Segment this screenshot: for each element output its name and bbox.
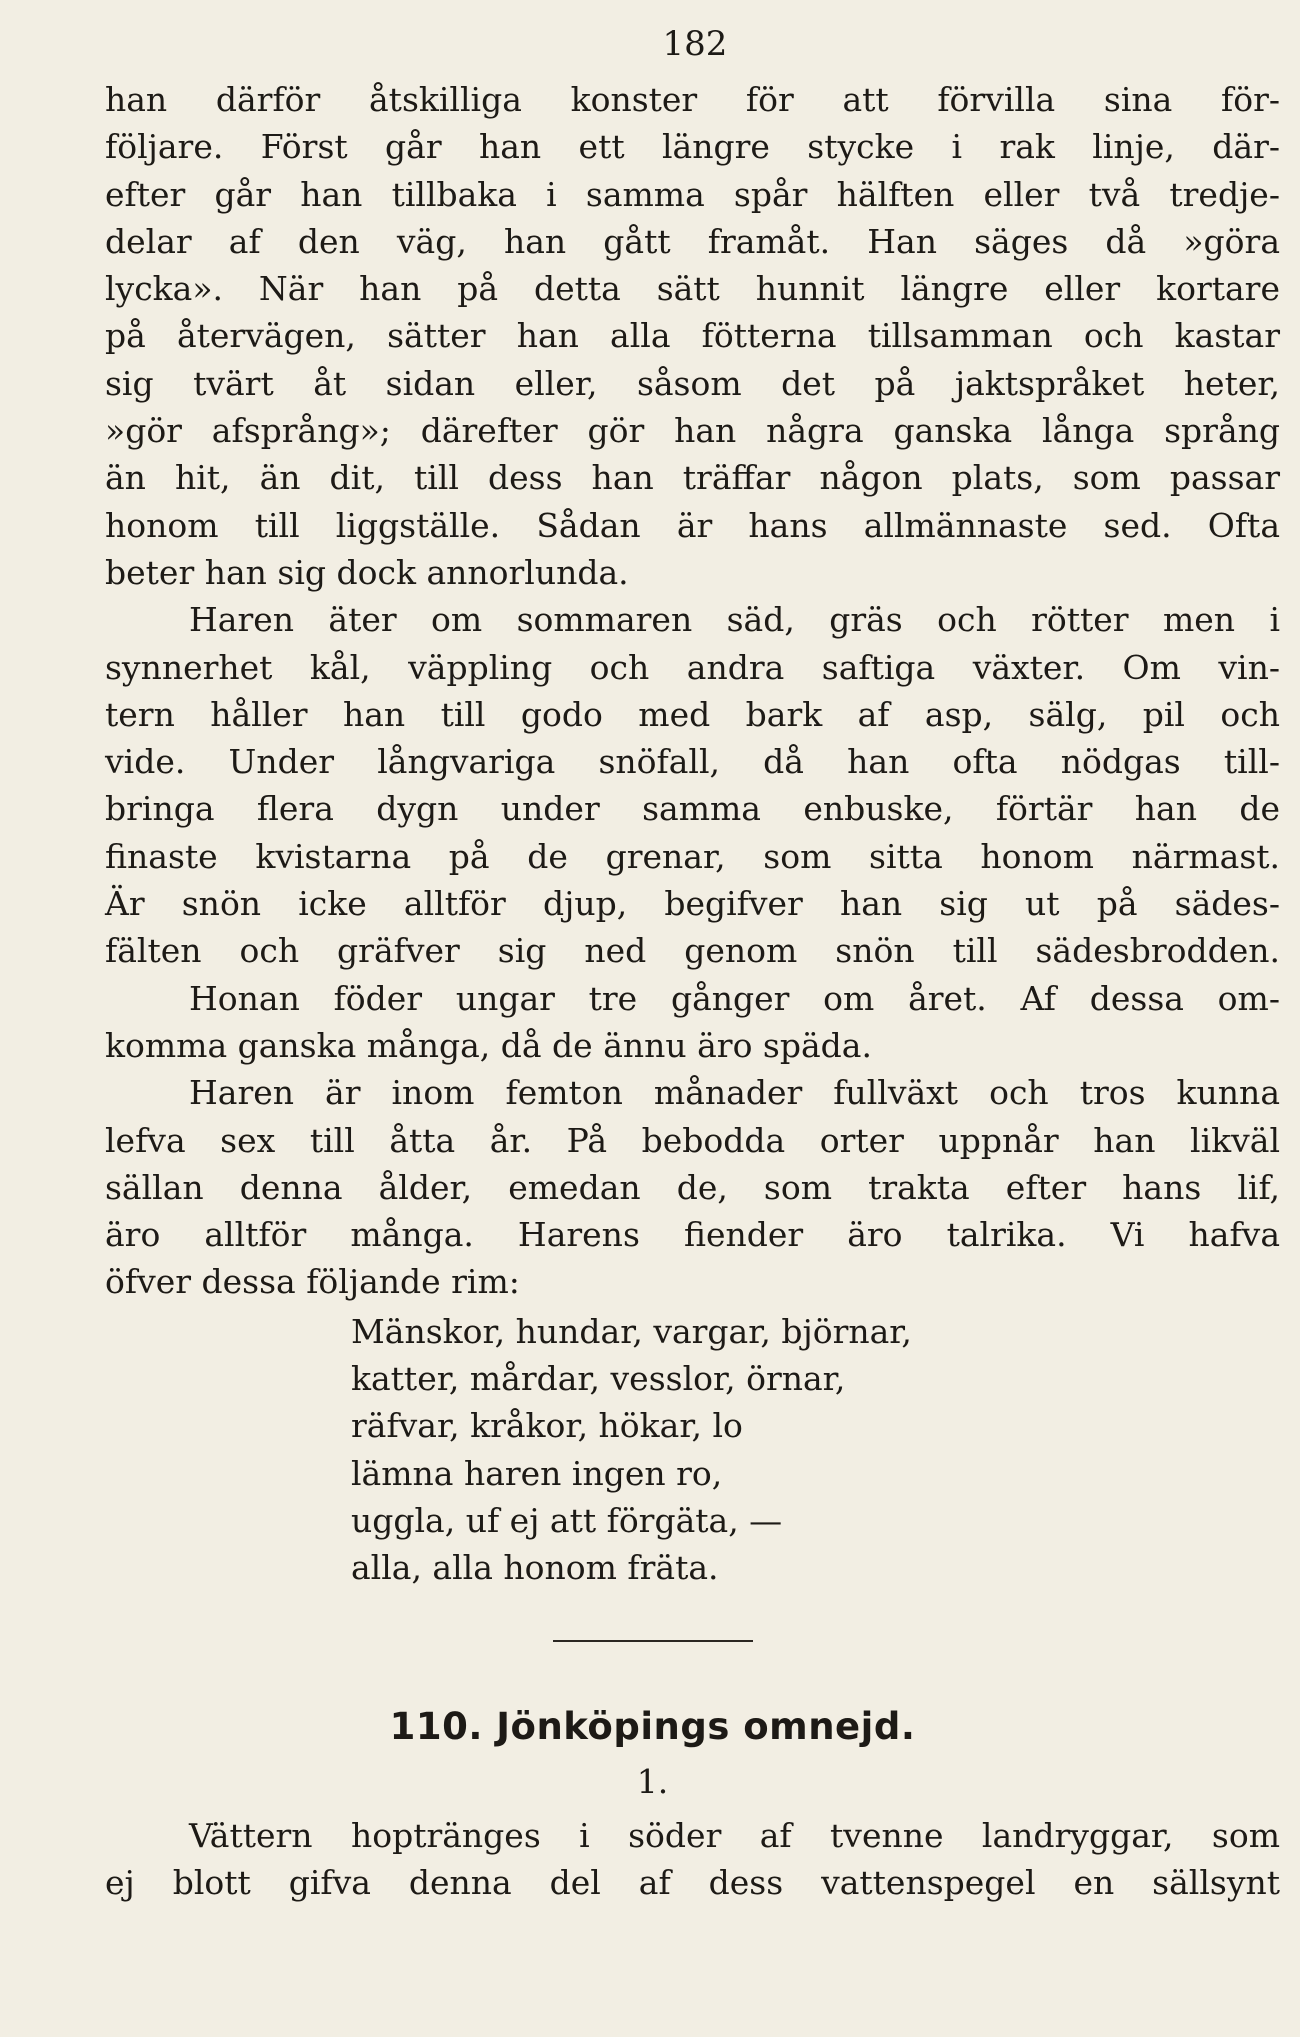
text-line: öfver dessa följande rim: xyxy=(105,1262,520,1302)
text-line: Vättern hoptränges i söder af tvenne landryggar, som xyxy=(189,1815,1280,1855)
text-line: sällan denna ålder, emedan de, som trakta efter hans lif, xyxy=(105,1167,1280,1207)
poem-line: uggla, uf ej att förgäta, — xyxy=(351,1500,783,1540)
text-line: än hit, än dit, till dess han träffar någon plats, som passar xyxy=(105,458,1280,498)
text-line: bringa flera dygn under samma enbuske, förtär han de xyxy=(105,789,1280,829)
paragraph-hare-age xyxy=(105,1069,1280,1305)
text-line: sig tvärt åt sidan eller, såsom det på jaktspråket heter, xyxy=(105,363,1280,403)
text-line: äro alltför många. Harens fiender äro talrika. Vi hafva xyxy=(105,1215,1280,1255)
text-line: lefva sex till åtta år. På bebodda orter uppnår han likväl xyxy=(105,1120,1280,1160)
text-line: honom till liggställe. Sådan är hans allmännaste sed. Ofta xyxy=(105,505,1280,545)
text-line: Haren är inom femton månader fullväxt och tros kunna xyxy=(189,1073,1280,1113)
text-line: beter han sig dock annorlunda. xyxy=(105,552,629,592)
poem xyxy=(351,1308,1280,1592)
paragraph-hare-tricks xyxy=(105,76,1280,596)
text-line: Honan föder ungar tre gånger om året. Af dessa om- xyxy=(189,978,1280,1018)
poem-line: alla, alla honom fräta. xyxy=(351,1548,719,1588)
paragraph-vattern xyxy=(105,1812,1280,1907)
text-line: finaste kvistarna på de grenar, som sitta honom närmast. xyxy=(105,836,1280,876)
paragraph-hare-young xyxy=(105,975,1280,1070)
subsection-number: 1. xyxy=(636,1761,669,1801)
text-line: han därför åtskilliga konster för att förvilla sina för- xyxy=(105,80,1280,119)
text-line: tern håller han till godo med bark af asp, sälg, pil och xyxy=(105,694,1280,734)
text-line: på återvägen, sätter han alla fötterna tillsamman och kastar xyxy=(105,316,1280,356)
section-divider xyxy=(553,1640,753,1642)
text-line: efter går han tillbaka i samma spår hälften eller två tredje- xyxy=(105,174,1280,214)
text-line: synnerhet kål, väppling och andra saftiga växter. Om vin- xyxy=(105,647,1280,687)
text-line: Är snön icke alltför djup, begifver han sig ut på sädes- xyxy=(105,884,1280,924)
text-line: Haren äter om sommaren säd, gräs och rötter men i xyxy=(189,600,1280,640)
paragraph-hare-food xyxy=(105,596,1280,974)
text-line: komma ganska många, då de ännu äro späda. xyxy=(105,1025,872,1065)
text-line: delar af den väg, han gått framåt. Han säges då »göra xyxy=(105,221,1280,261)
poem-line: lämna haren ingen ro, xyxy=(351,1453,723,1493)
page-number: 182 xyxy=(662,24,728,64)
text-line: fälten och gräfver sig ned genom snön till sädesbrodden. xyxy=(105,931,1280,971)
text-line: »gör afsprång»; därefter gör han några ganska långa språng xyxy=(105,411,1280,451)
poem-line: katter, mårdar, vesslor, örnar, xyxy=(351,1359,846,1399)
text-line: lycka». När han på detta sätt hunnit längre eller kortare xyxy=(105,269,1280,309)
poem-line: Mänskor, hundar, vargar, björnar, xyxy=(351,1311,912,1351)
text-line: ej blott gifva denna del af dess vattenspegel en sällsynt xyxy=(105,1862,1280,1902)
text-line: vide. Under långvariga snöfall, då han ofta nödgas till- xyxy=(105,742,1280,782)
poem-line: räfvar, kråkor, hökar, lo xyxy=(351,1406,743,1446)
text-line: följare. Först går han ett längre stycke i rak linje, där- xyxy=(105,127,1280,167)
section-heading: 110. Jönköpings omnejd. xyxy=(389,1704,916,1748)
